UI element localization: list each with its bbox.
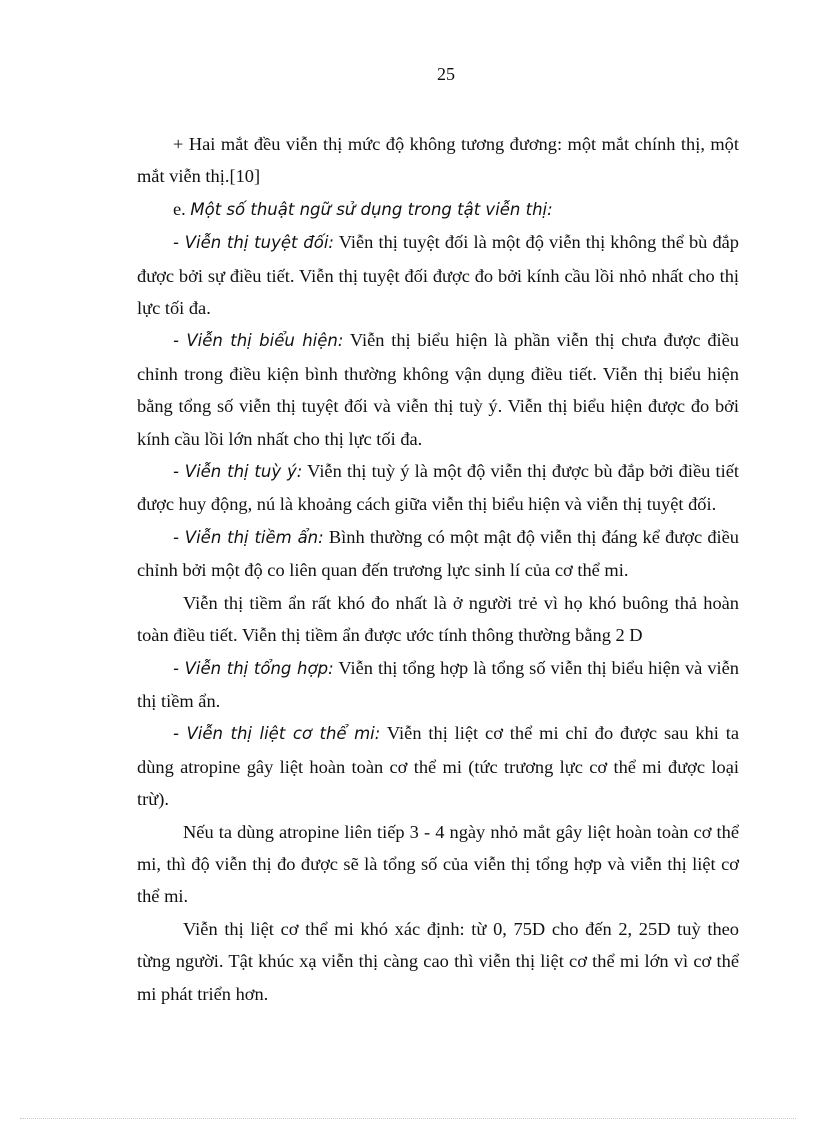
definition-text: Viễn thị tổng hợp là tổng số viễn thị biểu hiện và viễn thị tiềm ẩn. [137,657,739,711]
definition-latent-hyperopia [137,521,739,587]
definition-text: Viễn thị biểu hiện là phần viễn thị chưa được điều chỉnh trong điều kiện bình thường không vận dụng điều tiết. Viễn thị biểu hiện bằng tổng số viễn thị tuyệt đối và viễn thị tuỳ ý. Viễn thị biểu hiện được đo bởi kính cầu lồi lớn nhất cho thị lực tối đa. [137,330,739,449]
term-total: - Viễn thị tổng hợp: [173,658,334,678]
definition-text: Viễn thị tuỳ ý là một độ viễn thị được bù đắp bởi điều tiết được huy động, nú là khoảng cách giữa viễn thị biểu hiện và viễn thị tuyệt đối. [137,461,739,515]
section-heading [137,193,739,226]
term-latent: - Viễn thị tiềm ẩn: [173,527,324,547]
paragraph-cycloplegic-range: Viễn thị liệt cơ thể mi khó xác định: từ 0, 75D cho đến 2, 25D tuỳ theo từng người. Tật khúc xạ viễn thị càng cao thì viễn thị liệt cơ thể mi lớn vì cơ thể mi phát triển hơn. [137,918,739,1004]
definition-facultative-hyperopia [137,455,739,521]
section-heading-letter: e. [173,198,186,219]
paragraph-atropine: Nếu ta dùng atropine liên tiếp 3 - 4 ngày nhỏ mắt gây liệt hoàn toàn cơ thể mi, thì độ viễn thị đo được sẽ là tổng số của viễn thị tổng hợp và viễn thị liệt cơ thể mi. [137,821,739,907]
page-number: 25 [437,64,455,84]
definition-total-hyperopia [137,652,739,718]
paragraph-binocular-hyperopia: + Hai mắt đều viễn thị mức độ không tương đương: một mắt chính thị, một mắt viễn thị.[10] [137,134,739,187]
paragraph-latent-measure: Viễn thị tiềm ẩn rất khó đo nhất là ở người trẻ vì họ khó buông thả hoàn toàn điều tiết. Viễn thị tiềm ẩn được ước tính thông thường bằng 2 D [137,592,739,646]
definition-absolute-hyperopia [137,226,739,324]
term-facultative: - Viễn thị tuỳ ý: [173,462,303,482]
definition-text: Viễn thị tuyệt đối là một độ viễn thị không thể bù đắp được bởi sự điều tiết. Viễn thị tuyệt đối được đo bởi kính cầu lồi nhỏ nhất cho thị lực tối đa. [137,232,739,319]
definition-manifest-hyperopia [137,324,739,455]
definition-text: Bình thường có một mật độ viễn thị đáng kể được điều chỉnh bởi một độ co liên quan đến trương lực sinh lí của cơ thể mi. [137,526,739,581]
document-body [137,128,739,1010]
term-cycloplegic: - Viễn thị liệt cơ thể mi: [173,724,381,744]
term-manifest: - Viễn thị biểu hiện: [173,331,344,351]
term-absolute: - Viễn thị tuyệt đối: [173,233,334,253]
definition-cycloplegic-hyperopia [137,717,739,815]
definition-text: Viễn thị liệt cơ thể mi chỉ đo được sau khi ta dùng atropine gây liệt hoàn toàn cơ thể mi (tức trương lực cơ thể mi được loại trừ). [137,723,739,810]
section-heading-text: Một số thuật ngữ sử dụng trong tật viễn thị: [190,199,553,219]
page-bottom-divider [20,1118,796,1119]
